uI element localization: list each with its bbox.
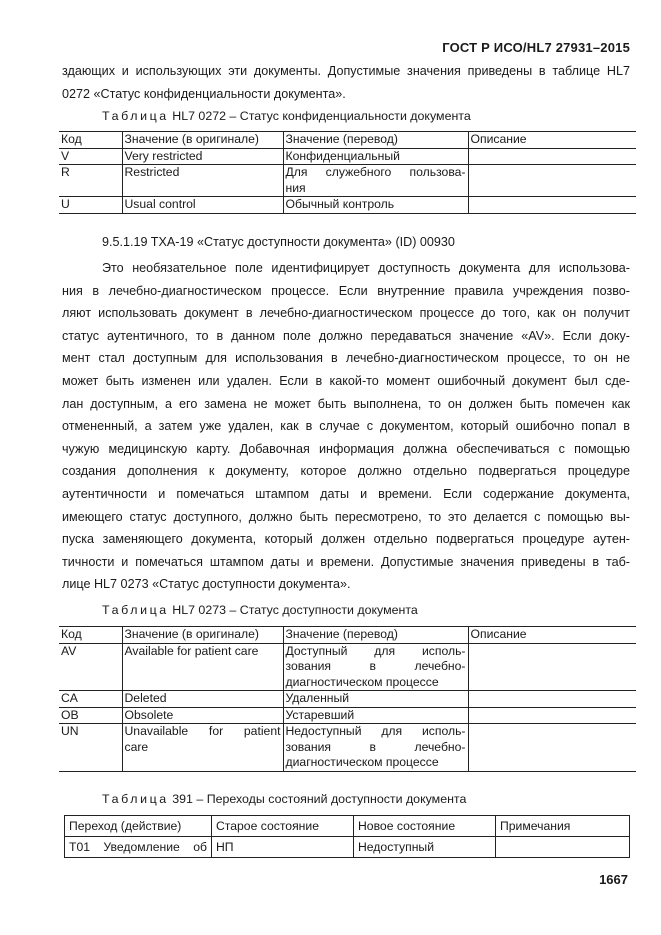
original-line: Unavailable for patient <box>124 724 281 738</box>
notes-cell <box>496 837 630 858</box>
column-header: Значение (перевод) <box>283 627 468 644</box>
section-paragraph <box>62 257 630 596</box>
paragraph-line: лице HL7 0273 «Статус доступности документа». <box>62 577 351 592</box>
original-cell <box>122 724 283 772</box>
column-header: Описание <box>468 132 636 149</box>
transitions-table <box>64 815 630 858</box>
column-header: Код <box>59 132 122 149</box>
paragraph-line: чужую медицинскую карту. Добавочная информация должна обеспечиваться с помощью <box>62 441 630 456</box>
original-cell: Available for patient care <box>122 643 283 691</box>
availability-table <box>59 626 636 772</box>
code-cell: U <box>59 197 122 214</box>
original-cell: Obsolete <box>122 707 283 724</box>
original-cell: Very restricted <box>122 148 283 165</box>
paragraph-line: тичности и помечаться штампом даты и времени. Допустимые значения приведены в таб- <box>62 554 630 569</box>
column-header: Новое состояние <box>354 816 496 837</box>
document-header: ГОСТ Р ИСО/HL7 27931–2015 <box>442 40 630 55</box>
description-cell <box>468 165 636 197</box>
page-number: 1667 <box>599 872 628 887</box>
table-header-row <box>59 132 636 149</box>
paragraph-line: пуска заменяющего документа, который должен отдельно подвергаться процедуре аутен- <box>62 532 630 547</box>
code-cell: AV <box>59 643 122 691</box>
translation-cell: Устаревший <box>283 707 468 724</box>
translation-line: Доступный для исполь- <box>285 643 466 658</box>
table-header-row <box>59 627 636 644</box>
column-header: Старое состояние <box>212 816 354 837</box>
table-header-row <box>65 816 630 837</box>
table-row <box>59 724 636 772</box>
description-cell <box>468 148 636 165</box>
new-state-cell: Недоступный <box>354 837 496 858</box>
original-cell: Deleted <box>122 691 283 708</box>
paragraph-line: может быть изменен или удален. Если в какой-то момент ошибочный документ был сде- <box>62 373 630 388</box>
section-heading: 9.5.1.19 TXA-19 «Статус доступности документа» (ID) 00930 <box>102 235 455 249</box>
translation-cell: Обычный контроль <box>283 197 468 214</box>
confidentiality-table <box>59 131 636 214</box>
table-row <box>59 148 636 165</box>
paragraph-line: аутентичности и помечаться штампом даты и времени. Если содержание документа, <box>62 486 630 501</box>
code-cell: CA <box>59 691 122 708</box>
description-cell <box>468 707 636 724</box>
translation-line: Недоступный для исполь- <box>285 724 466 738</box>
code-cell: R <box>59 165 122 197</box>
translation-line: Для служебного пользова- <box>285 165 466 179</box>
column-header: Примечания <box>496 816 630 837</box>
translation-cell <box>283 643 468 691</box>
translation-cell: Конфиденциальный <box>283 148 468 165</box>
table1-caption <box>102 109 471 123</box>
translation-cell: Удаленный <box>283 691 468 708</box>
paragraph-line: имеющего статус доступного, должно быть пересмотрено, то это делается с помощью вы- <box>62 509 630 524</box>
paragraph-line: ния в лечебно-диагностическом процессе. Если внутренние правила учреждения позво- <box>62 283 630 298</box>
transition-cell: T01 Уведомление об <box>65 837 212 858</box>
intro-line: здающих и использующих эти документы. Допустимые значения приведены в таблице HL7 <box>62 64 630 78</box>
caption-text: HL7 0272 – Статус конфиденциальности документа <box>172 109 471 123</box>
table-row <box>59 707 636 724</box>
column-header: Код <box>59 627 122 644</box>
translation-line: ния <box>285 180 306 195</box>
paragraph-line: статус аутентичного, то в данном поле должно передаваться значение «AV». Если доку- <box>62 328 630 343</box>
paragraph-line: мент стал доступным для использования в лечебно-диагностическом процессе, то он не <box>62 351 630 366</box>
translation-line: зования в лечебно- <box>285 739 466 754</box>
table2-caption <box>102 603 418 617</box>
code-cell: OB <box>59 707 122 724</box>
column-header: Значение (перевод) <box>283 132 468 149</box>
translation-line: диагностическом процессе <box>285 674 439 689</box>
caption-word: Таблица <box>102 792 169 806</box>
paragraph-line: лан доступным, а его замена не может быть выполнена, то он должен быть помечен как <box>62 396 630 411</box>
original-line: care <box>124 739 149 754</box>
intro-paragraph <box>62 60 630 105</box>
column-header: Описание <box>468 627 636 644</box>
table-row <box>59 165 636 197</box>
translation-line: зования в лечебно- <box>285 659 466 673</box>
old-state-cell: НП <box>212 837 354 858</box>
description-cell <box>468 643 636 691</box>
translation-cell <box>283 165 468 197</box>
paragraph-line: отмененный, а затем уже удален, как в случае с документом, который ошибочно попал в <box>62 419 630 434</box>
description-cell <box>468 724 636 772</box>
original-cell: Usual control <box>122 197 283 214</box>
caption-word: Таблица <box>102 603 169 617</box>
paragraph-line: создания дополнения к документу, которое должно отдельно подвергаться процедуре <box>62 464 630 479</box>
table3-caption <box>102 792 466 806</box>
code-cell: UN <box>59 724 122 772</box>
description-cell <box>468 691 636 708</box>
original-cell: Restricted <box>122 165 283 197</box>
table-row <box>59 691 636 708</box>
column-header: Переход (действие) <box>65 816 212 837</box>
code-cell: V <box>59 148 122 165</box>
paragraph-line: Это необязательное поле идентифицирует доступность документа для использова- <box>102 261 630 275</box>
caption-text: HL7 0273 – Статус доступности документа <box>172 603 418 617</box>
table-row <box>59 643 636 691</box>
description-cell <box>468 197 636 214</box>
caption-word: Таблица <box>102 109 169 123</box>
translation-line: диагностическом процессе <box>285 755 439 769</box>
translation-cell <box>283 724 468 772</box>
caption-text: 391 – Переходы состояний доступности документа <box>172 792 467 806</box>
column-header: Значение (в оригинале) <box>122 132 283 149</box>
intro-line: 0272 «Статус конфиденциальности документа». <box>62 86 346 101</box>
table-row <box>59 197 636 214</box>
table-row <box>65 837 630 858</box>
column-header: Значение (в оригинале) <box>122 627 283 644</box>
paragraph-line: ляют использовать документ в лечебно-диагностическом процессе до того, как он получит <box>62 306 630 321</box>
